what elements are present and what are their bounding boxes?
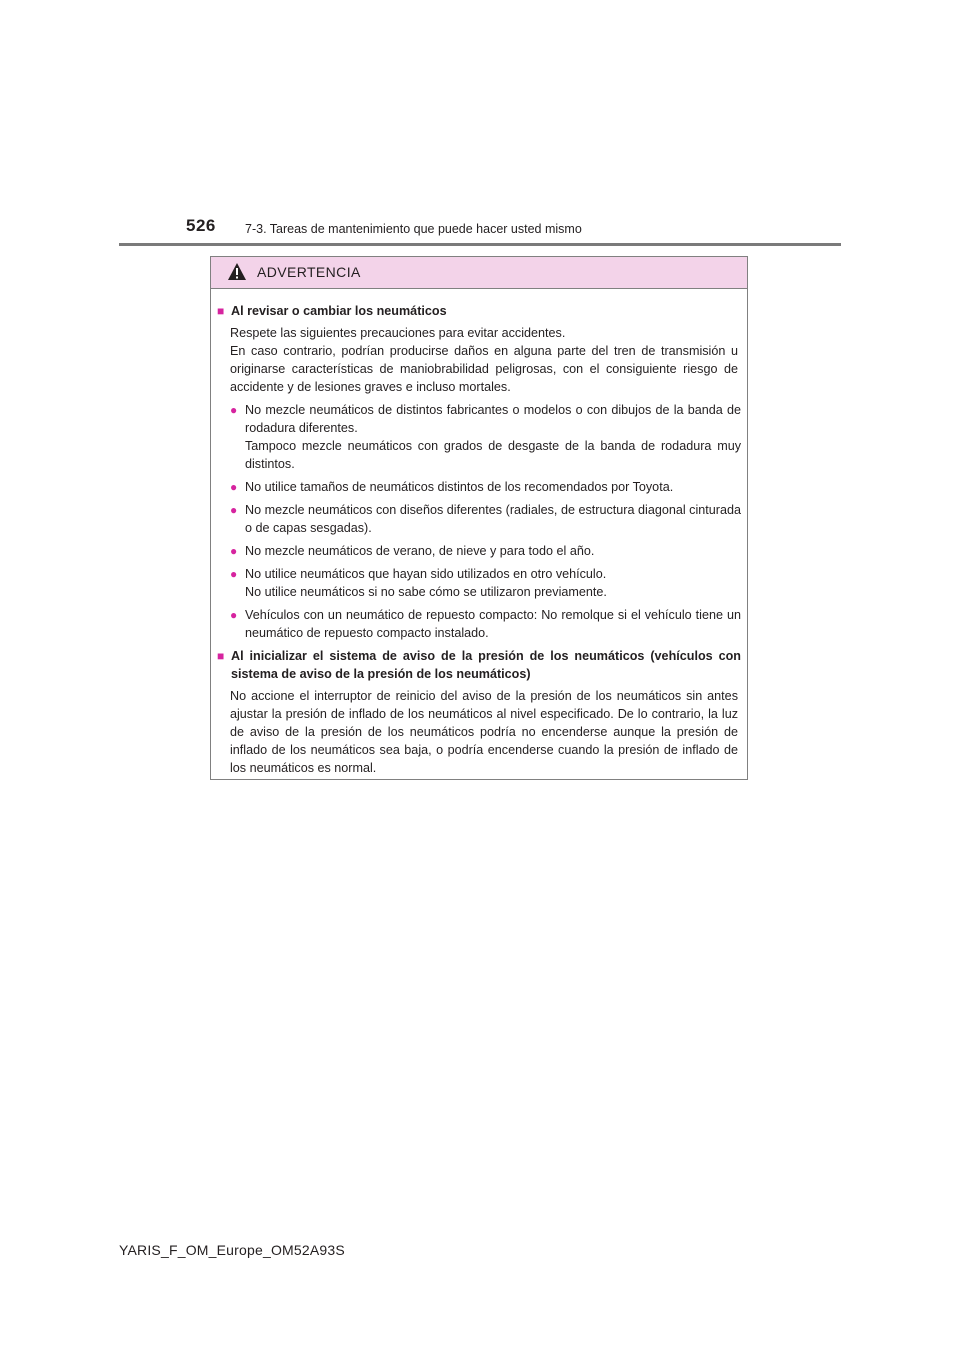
- section-heading: [217, 302, 741, 320]
- section-heading: [217, 647, 741, 683]
- list-item-line: Tampoco mezcle neumáticos con grados de desgaste de la banda de rodadura muy distintos.: [245, 439, 741, 471]
- circle-bullet-icon: ●: [230, 608, 238, 622]
- list-item-line: No utilice neumáticos que hayan sido utilizados en otro vehículo.: [245, 567, 607, 581]
- header-divider: [119, 243, 841, 246]
- list-item: [230, 478, 741, 496]
- circle-bullet-icon: ●: [230, 544, 238, 558]
- circle-bullet-icon: ●: [230, 503, 238, 517]
- page-number: 526: [186, 216, 216, 235]
- square-bullet-icon: ■: [217, 649, 225, 663]
- list-item: [230, 565, 741, 601]
- section-body-text: No accione el interruptor de reinicio del aviso de la presión de los neumáticos sin antes ajustar la presión de inflado de los neumáticos al nivel especificado. De lo contrario, la luz de aviso de la presión de los neumáticos podría no encenderse aunque la presión de inflado de los neumáticos sea baja, o podría encenderse cuando la presión de inflado de los neumáticos es normal.: [230, 689, 738, 775]
- list-item: [230, 401, 741, 473]
- intro-text-continued: En caso contrario, podrían producirse daños en alguna parte del tren de transmisión u originarse características de maniobrabilidad peligrosas, con el consiguiente riesgo de accidente y de lesiones graves e incluso mortales.: [230, 344, 738, 394]
- warning-box: [210, 256, 748, 780]
- list-item-line: No mezcle neumáticos de distintos fabricantes o modelos o con dibujos de la banda de rodadura diferentes.: [245, 403, 741, 435]
- section-heading-text: Al revisar o cambiar los neumáticos: [231, 304, 447, 318]
- square-bullet-icon: ■: [217, 304, 225, 318]
- list-item-text: [245, 401, 741, 473]
- intro-text: Respete las siguientes precauciones para evitar accidentes.: [230, 326, 566, 340]
- list-item: [230, 501, 741, 537]
- list-item-text: Vehículos con un neumático de repuesto compacto: No remolque si el vehículo tiene un neumático de repuesto compacto instalado.: [245, 608, 741, 640]
- document-code: YARIS_F_OM_Europe_OM52A93S: [119, 1242, 345, 1258]
- circle-bullet-icon: ●: [230, 403, 238, 417]
- list-item-text: No mezcle neumáticos de verano, de nieve y para todo el año.: [245, 544, 595, 558]
- warning-triangle-icon: [227, 262, 247, 281]
- list-item-text: No mezcle neumáticos con diseños diferentes (radiales, de estructura diagonal cinturada o de capas sesgadas).: [245, 503, 741, 535]
- list-item-text: [245, 565, 741, 601]
- list-item-line: No utilice neumáticos si no sabe cómo se utilizaron previamente.: [245, 585, 607, 599]
- warning-title: ADVERTENCIA: [257, 264, 361, 280]
- warning-header: [211, 257, 747, 289]
- section-heading-text: Al inicializar el sistema de aviso de la presión de los neumáticos (vehículos con sistema de aviso de la presión de los neumáticos): [231, 649, 741, 681]
- warning-body: [211, 289, 747, 777]
- circle-bullet-icon: ●: [230, 567, 238, 581]
- list-item: [230, 542, 741, 560]
- list-item-text: No utilice tamaños de neumáticos distintos de los recomendados por Toyota.: [245, 480, 674, 494]
- list-item: [230, 606, 741, 642]
- circle-bullet-icon: ●: [230, 480, 238, 494]
- section-title: 7-3. Tareas de mantenimiento que puede hacer usted mismo: [245, 222, 582, 236]
